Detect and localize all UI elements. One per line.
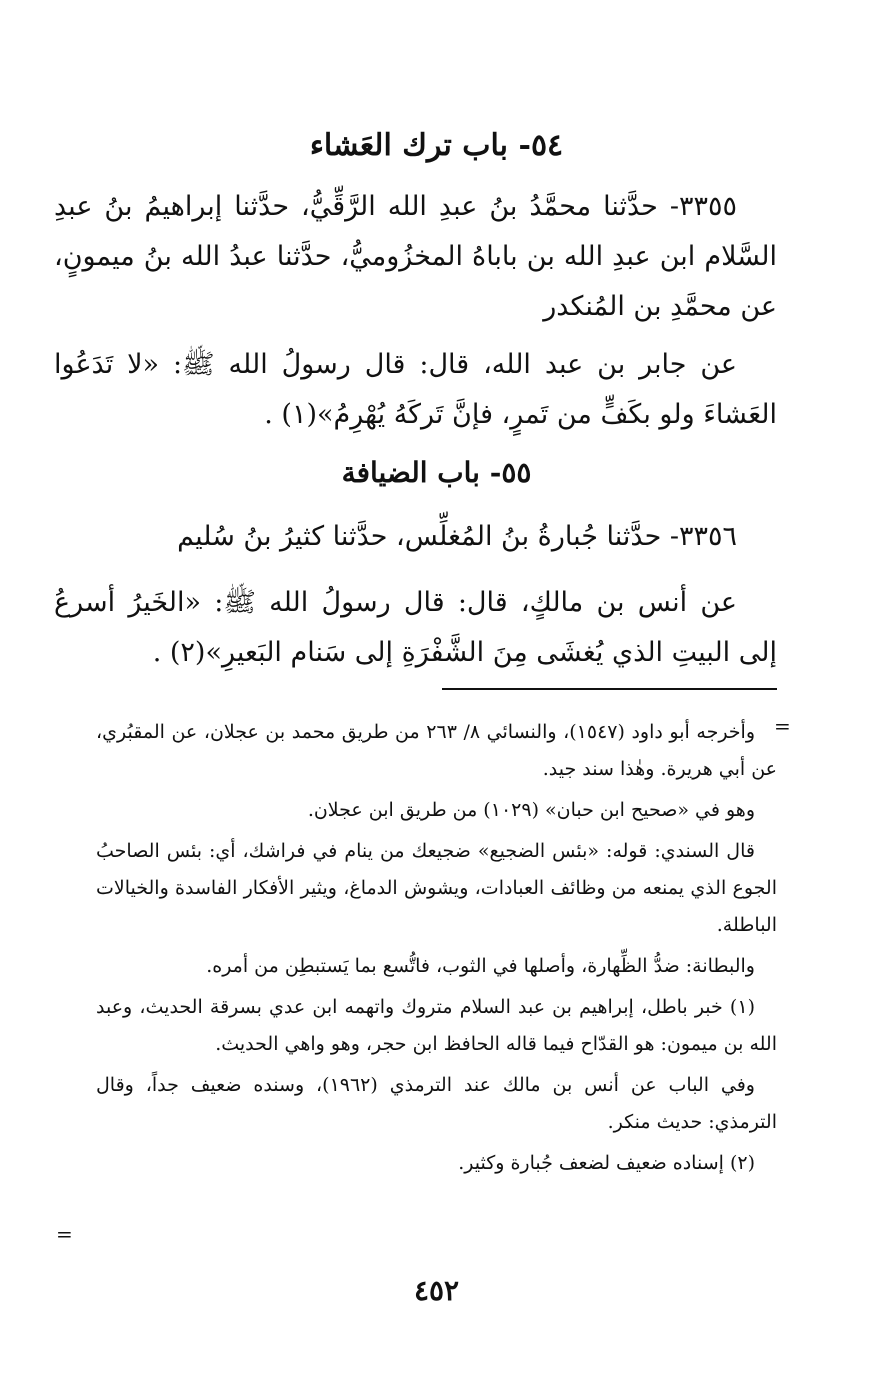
footnote-line: وأخرجه أبو داود (١٥٤٧)، والنسائي ٨/ ٢٦٣ من طريق محمد بن عجلان، عن المقبُري، عن أبي هريرة. وهٰذا سند جيد. — [96, 721, 777, 780]
continuation-mark-bottom: = — [56, 1222, 73, 1246]
page-number: ٤٥٢ — [413, 1274, 460, 1307]
footnote-line: وفي الباب عن أنس بن مالك عند الترمذي (١٩٦٢)، وسنده ضعيف جداً، وقال الترمذي: حديث منكر. — [96, 1074, 777, 1133]
chapter-heading-55: ٥٥- باب الضيافة — [341, 456, 532, 489]
footnote-separator — [442, 688, 777, 690]
hadith-3356-isnad-text: ٣٣٥٦- حدَّثنا جُبارةُ بنُ المُغلِّس، حدَّثنا كثيرُ بنُ سُليم — [177, 521, 737, 552]
hadith-3355-matn-text: عن جابر بن عبد الله، قال: قال رسولُ الله ﷺ: «لا تَدَعُوا العَشاءَ ولو بكَفٍّ من تَمرٍ، فإنَّ تَركَهُ يُهْرِمُ»(١) . — [54, 349, 777, 430]
footnotes — [96, 714, 777, 1186]
continuation-mark-top: = — [774, 714, 791, 738]
hadith-3356-isnad — [54, 512, 777, 562]
chapter-heading-54: ٥٤- باب ترك العَشاء — [309, 128, 564, 163]
footnote-line: وهو في «صحيح ابن حبان» (١٠٢٩) من طريق ابن عجلان. — [307, 799, 755, 821]
footnote-line: قال السندي: قوله: «بئس الضجيع» ضجيعك من ينام في فراشك، أي: بئس الصاحبُ الجوع الذي يمنعه من وظائف العبادات، ويشوش الدماغ، ويثير الأفكار الفاسدة والخيالات الباطلة. — [96, 840, 777, 936]
footnote-2: (٢) إسناده ضعيف لضعف جُبارة وكثير. — [458, 1152, 755, 1174]
hadith-3355-isnad — [54, 182, 777, 332]
hadith-3356-matn — [54, 578, 777, 678]
hadith-3355-isnad-text: ٣٣٥٥- حدَّثنا محمَّدُ بنُ عبدِ الله الرَّقِّيُّ، حدَّثنا إبراهيمُ بنُ عبدِ السَّلام ابن عبدِ الله بن باباهُ المخزُوميُّ، حدَّثنا عبدُ الله بنُ ميمونٍ، عن محمَّدِ بن المُنكدر — [54, 191, 777, 322]
hadith-3356-matn-text: عن أنس بن مالكٍ، قال: قال رسولُ الله ﷺ: «الخَيرُ أسرعُ إلى البيتِ الذي يُغشَى مِنَ الشَّفْرَةِ إلى سَنام البَعيرِ»(٢) . — [54, 587, 777, 668]
footnote-1: (١) خبر باطل، إبراهيم بن عبد السلام متروك واتهمه ابن عدي بسرقة الحديث، وعبد الله بن ميمون: هو القدّاح فيما قاله الحافظ ابن حجر، وهو واهي الحديث. — [96, 996, 777, 1055]
footnote-line: والبطانة: ضدُّ الظِّهارة، وأصلها في الثوب، فاتُّسع بما يَستبطِن من أمره. — [206, 955, 755, 977]
hadith-3355-matn — [54, 340, 777, 440]
